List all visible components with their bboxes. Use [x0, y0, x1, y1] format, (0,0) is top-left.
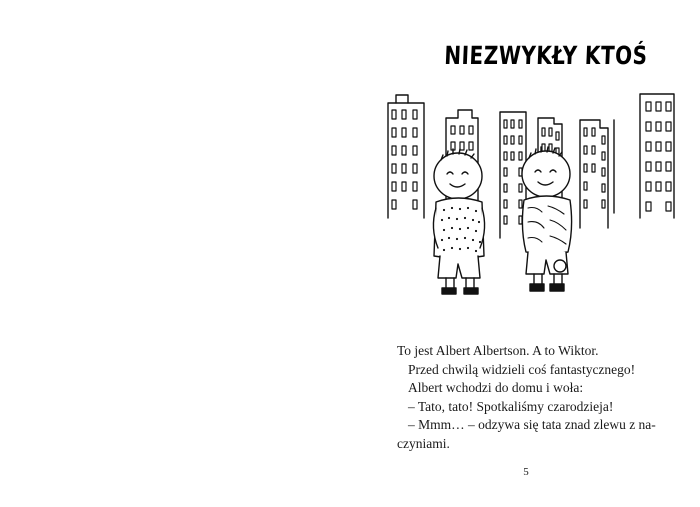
story-line: Albert wchodzi do domu i woła:	[408, 380, 584, 395]
story-line: – Tato, tato! Spotkaliśmy czarodzieja!	[408, 398, 614, 414]
illustration-boys-and-buildings	[386, 88, 676, 308]
story-line: – Mmm… – odzywa się tata znad zlewu z na-	[408, 417, 656, 432]
boy-wiktor	[522, 147, 572, 291]
buildings-right	[580, 94, 674, 228]
page-number: 5	[523, 466, 529, 478]
story-line: Przed chwilą widzieli coś fantastycznego!	[408, 361, 636, 377]
story-line: To jest Albert Albertson. A to Wiktor.	[397, 343, 599, 358]
boy-albert	[433, 149, 484, 294]
story-text	[397, 342, 667, 453]
chapter-title: NIEZWYKŁY KTOŚ	[443, 40, 649, 70]
story-line: czyniami.	[397, 435, 450, 451]
